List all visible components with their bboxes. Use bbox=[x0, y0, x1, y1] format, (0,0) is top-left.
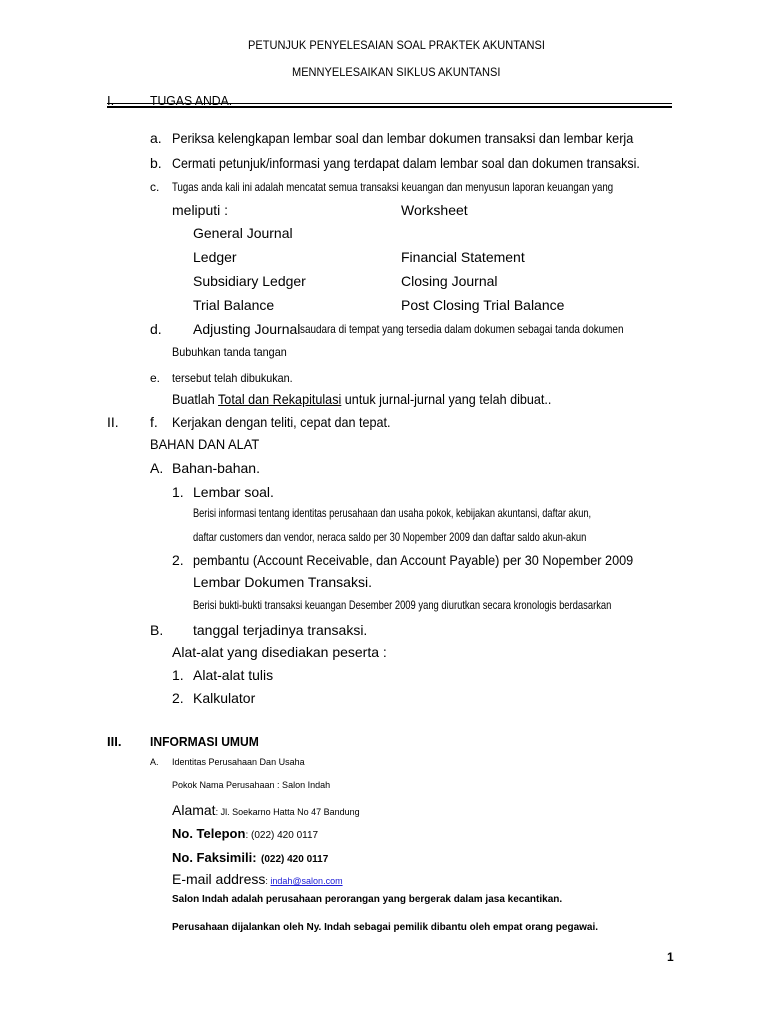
section-3-title: INFORMASI UMUM bbox=[150, 734, 259, 749]
alat-item-1-text: Alat-alat tulis bbox=[193, 667, 274, 683]
item-d-label: d. bbox=[150, 321, 162, 337]
item-c-label: c. bbox=[150, 180, 160, 194]
bahan-item-1-num: 1. bbox=[172, 484, 184, 500]
faksimili-value: (022) 420 0117 bbox=[260, 854, 329, 865]
email-separator: : bbox=[265, 876, 271, 886]
email-label: E-mail address bbox=[172, 871, 266, 887]
section-1-rule-bottom bbox=[107, 106, 672, 108]
list-worksheet: Worksheet bbox=[401, 202, 468, 218]
subsection-a-text: Bahan-bahan. bbox=[172, 460, 260, 476]
telepon-value: : (022) 420 0117 bbox=[245, 830, 319, 841]
email-line bbox=[172, 872, 343, 888]
list-adjusting-journal: Adjusting Journal bbox=[193, 321, 301, 337]
document-title-line2: MENNYELESAIKAN SIKLUS AKUNTANSI bbox=[292, 65, 501, 79]
alamat-value: : Jl. Soekarno Hatta No 47 Bandung bbox=[215, 807, 360, 817]
telepon-line bbox=[172, 826, 318, 842]
item-d-text: saudara di tempat yang tersedia dalam dokumen sebagai tanda dokumen bbox=[300, 322, 624, 336]
item-f-label: f. bbox=[150, 414, 158, 430]
bahan-item-1-desc-1: Berisi informasi tentang identitas perusahaan dan usaha pokok, kebijakan akuntansi, daftar akun, bbox=[193, 506, 592, 520]
section-1-number: I. bbox=[107, 93, 115, 108]
meliputi-label: meliputi : bbox=[172, 202, 229, 218]
email-link[interactable]: indah@salon.com bbox=[270, 876, 343, 886]
info-pokok: Pokok Nama Perusahaan : Salon Indah bbox=[172, 780, 331, 790]
list-trial-balance: Trial Balance bbox=[193, 297, 275, 313]
alat-item-2-text: Kalkulator bbox=[193, 690, 256, 706]
alat-item-1-num: 1. bbox=[172, 667, 184, 683]
item-b-text: Cermati petunjuk/informasi yang terdapat dalam lembar soal dan dokumen transaksi. bbox=[172, 155, 640, 171]
list-closing-journal: Closing Journal bbox=[401, 273, 498, 289]
alamat-line bbox=[172, 803, 360, 819]
section-3-number: III. bbox=[107, 734, 122, 749]
item-a-label: a. bbox=[150, 130, 162, 146]
document-title-line1: PETUNJUK PENYELESAIAN SOAL PRAKTEK AKUNTANSI bbox=[248, 38, 545, 52]
total-rekapitulasi: Total dan Rekapitulasi bbox=[218, 391, 342, 407]
company-description-2: Perusahaan dijalankan oleh Ny. Indah sebagai pemilik dibantu oleh empat orang pegawai. bbox=[172, 922, 599, 933]
list-general-journal: General Journal bbox=[193, 225, 293, 241]
list-subsidiary-ledger: Subsidiary Ledger bbox=[193, 273, 306, 289]
item-f-text: Kerjakan dengan teliti, cepat dan tepat. bbox=[172, 414, 391, 430]
section-2-number: II. bbox=[107, 414, 119, 430]
company-description-1: Salon Indah adalah perusahaan perorangan yang bergerak dalam jasa kecantikan. bbox=[172, 894, 563, 905]
item-c-text: Tugas anda kali ini adalah mencatat semua transaksi keuangan dan menyusun laporan keuangan yang bbox=[172, 180, 614, 194]
bubuhkan-text: Bubuhkan tanda tangan bbox=[172, 345, 287, 359]
bahan-item-2-title: Lembar Dokumen Transaksi. bbox=[193, 574, 372, 590]
bahan-item-2-text: pembantu (Account Receivable, dan Account Payable) per 30 Nopember 2009 bbox=[193, 552, 634, 568]
faksimili-line bbox=[172, 850, 328, 866]
item-e-text: tersebut telah dibukukan. bbox=[172, 371, 293, 385]
info-a-label: A. bbox=[150, 757, 159, 767]
item-b-label: b. bbox=[150, 155, 162, 171]
alat-intro: Alat-alat yang disediakan peserta : bbox=[172, 644, 387, 660]
subsection-b-label: B. bbox=[150, 622, 164, 638]
section-2-title: BAHAN DAN ALAT bbox=[150, 436, 260, 452]
list-financial-statement: Financial Statement bbox=[401, 249, 525, 265]
list-ledger: Ledger bbox=[193, 249, 237, 265]
buatlah-rest: untuk jurnal-jurnal yang telah dibuat.. bbox=[344, 391, 552, 407]
telepon-label: No. Telepon bbox=[172, 826, 246, 841]
section-1-title: TUGAS ANDA. bbox=[150, 93, 233, 108]
item-e-label: e. bbox=[150, 371, 161, 385]
buatlah-line bbox=[172, 392, 551, 406]
subsection-a-label: A. bbox=[150, 460, 164, 476]
buatlah-word: Buatlah bbox=[172, 391, 215, 407]
alamat-label: Alamat bbox=[172, 802, 216, 818]
faksimili-label: No. Faksimili: bbox=[172, 850, 257, 865]
bahan-item-2-num: 2. bbox=[172, 552, 184, 568]
list-post-closing-trial-balance: Post Closing Trial Balance bbox=[401, 297, 565, 313]
alat-item-2-num: 2. bbox=[172, 690, 184, 706]
bahan-item-1-desc-2: daftar customers dan vendor, neraca saldo per 30 Nopember 2009 dan daftar saldo akun-akun bbox=[193, 530, 587, 544]
item-a-text: Periksa kelengkapan lembar soal dan lembar dokumen transaksi dan lembar kerja bbox=[172, 130, 634, 146]
page-number: 1 bbox=[667, 950, 674, 964]
section-1-rule-top bbox=[107, 103, 672, 104]
info-a-text: Identitas Perusahaan Dan Usaha bbox=[172, 757, 305, 767]
subsection-b-text: tanggal terjadinya transaksi. bbox=[193, 622, 368, 638]
bahan-item-2-desc: Berisi bukti-bukti transaksi keuangan Desember 2009 yang diurutkan secara kronologis berdasarkan bbox=[193, 598, 612, 612]
bahan-item-1-text: Lembar soal. bbox=[193, 484, 274, 500]
